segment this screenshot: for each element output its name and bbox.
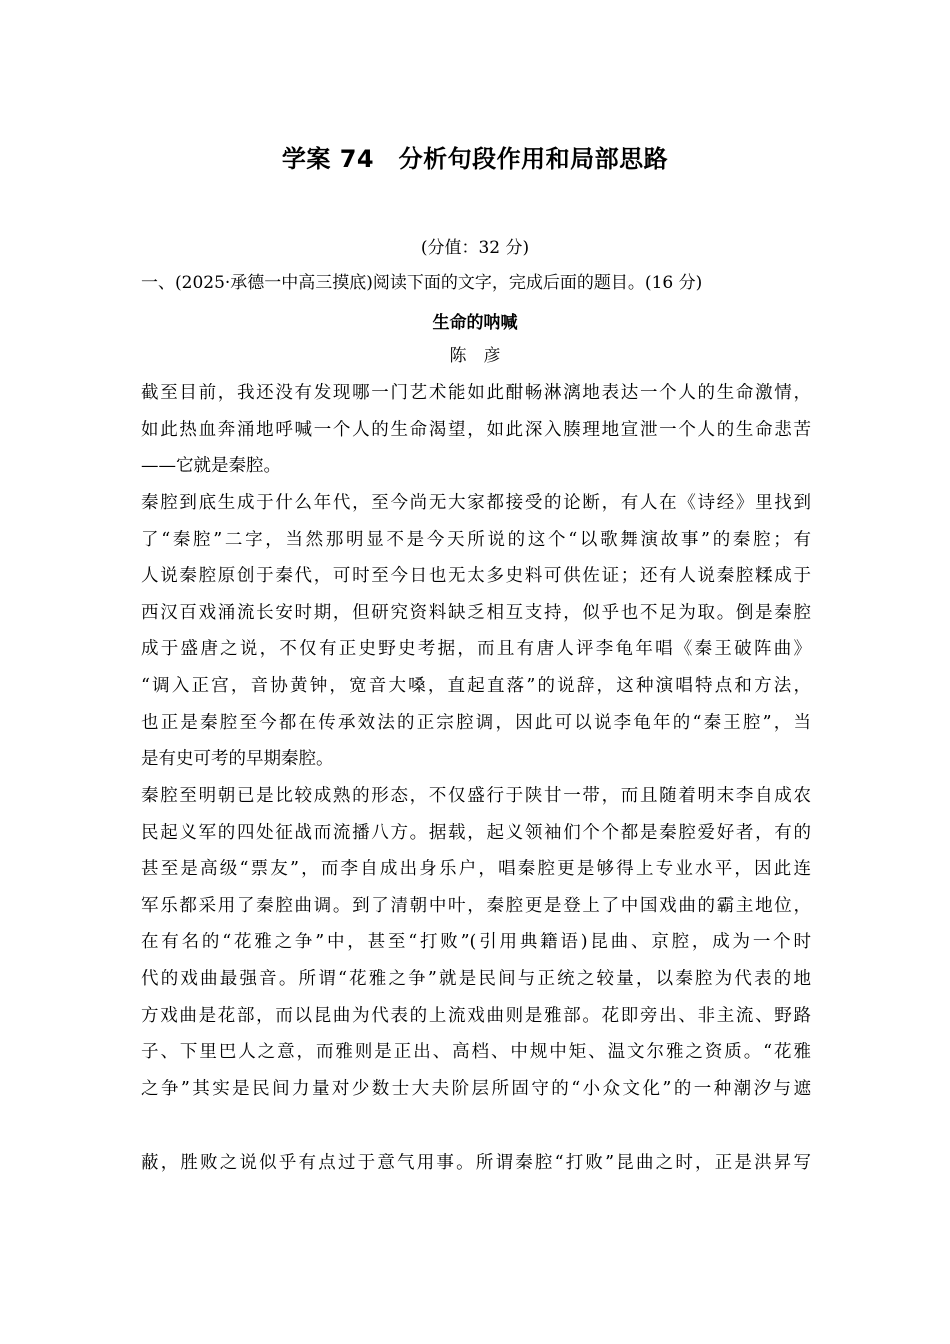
paragraph (141, 1145, 811, 1182)
text-line: 之争”其实是民间力量对少数士大夫阶层所固守的“小众文化”的一种潮汐与遮 (141, 1078, 811, 1099)
paragraph (141, 778, 811, 1107)
text-line: 秦腔到底生成于什么年代，至今尚无大家都接受的论断，有人在《诗经》里找到 (141, 493, 811, 513)
text-line: 成于盛唐之说，不仅有正史野史考据，而且有唐人评李龟年唱《秦王破阵曲》 (141, 639, 811, 660)
question-instruction: 一、(2025·承德一中高三摸底)阅读下面的文字，完成后面的题目。(16 分) (141, 273, 703, 293)
text-line: 甚至是高级“票友”，而李自成出身乐户，唱秦腔更是够得上专业水平，因此连 (141, 859, 811, 880)
article-title: 生命的呐喊 (432, 313, 518, 333)
text-line: 代的戏曲最强音。所谓“花雅之争”就是民间与正统之较量，以秦腔为代表的地 (141, 968, 811, 989)
text-line: 了“秦腔”二字，当然那明显不是今天所说的这个“以歌舞演故事”的秦腔；有 (141, 529, 811, 550)
text-line: 西汉百戏涌流长安时期，但研究资料缺乏相互支持，似乎也不足为取。倒是秦腔 (141, 602, 811, 623)
text-line: “调入正宫，音协黄钟，宽音大嗓，直起直落”的说辞，这种演唱特点和方法， (141, 675, 811, 696)
text-line: 方戏曲是花部，而以昆曲为代表的上流戏曲则是雅部。花即旁出、非主流、野路 (141, 1005, 811, 1026)
text-line: 秦腔至明朝已是比较成熟的形态，不仅盛行于陕甘一带，而且随着明末李自成农 (141, 786, 811, 806)
text-line: 军乐都采用了秦腔曲调。到了清朝中叶，秦腔更是登上了中国戏曲的霸主地位， (141, 895, 811, 916)
text-line: 在有名的“花雅之争”中，甚至“打败”(引用典籍语)昆曲、京腔，成为一个时 (141, 932, 811, 953)
text-line: 人说秦腔原创于秦代，可时至今日也无太多史料可供佐证；还有人说秦腔糅成于 (141, 566, 811, 587)
paragraph (141, 375, 811, 485)
text-line: 是有史可考的早期秦腔。 (141, 749, 334, 770)
text-line: ——它就是秦腔。 (141, 456, 281, 477)
paragraph (141, 485, 811, 778)
text-line: 如此热血奔涌地呼喊一个人的生命渴望，如此深入腠理地宣泄一个人的生命悲苦 (141, 419, 811, 440)
text-line: 截至目前，我还没有发现哪一门艺术能如此酣畅淋漓地表达一个人的生命激情， (141, 383, 811, 403)
article-author: 陈 彦 (449, 346, 501, 366)
page-title: 学案 74 分析句段作用和局部思路 (281, 145, 669, 173)
text-line: 也正是秦腔至今都在传承效法的正宗腔调，因此可以说李龟年的“秦王腔”，当 (141, 712, 811, 733)
text-line: 民起义军的四处征战而流播八方。据载，起义领袖们个个都是秦腔爱好者，有的 (141, 822, 811, 843)
text-line: 蔽，胜败之说似乎有点过于意气用事。所谓秦腔“打败”昆曲之时，正是洪昇写 (141, 1153, 811, 1173)
score-note: (分值：32 分) (420, 238, 530, 258)
text-line: 子、下里巴人之意，而雅则是正出、高档、中规中矩、温文尔雅之资质。“花雅 (141, 1042, 811, 1063)
